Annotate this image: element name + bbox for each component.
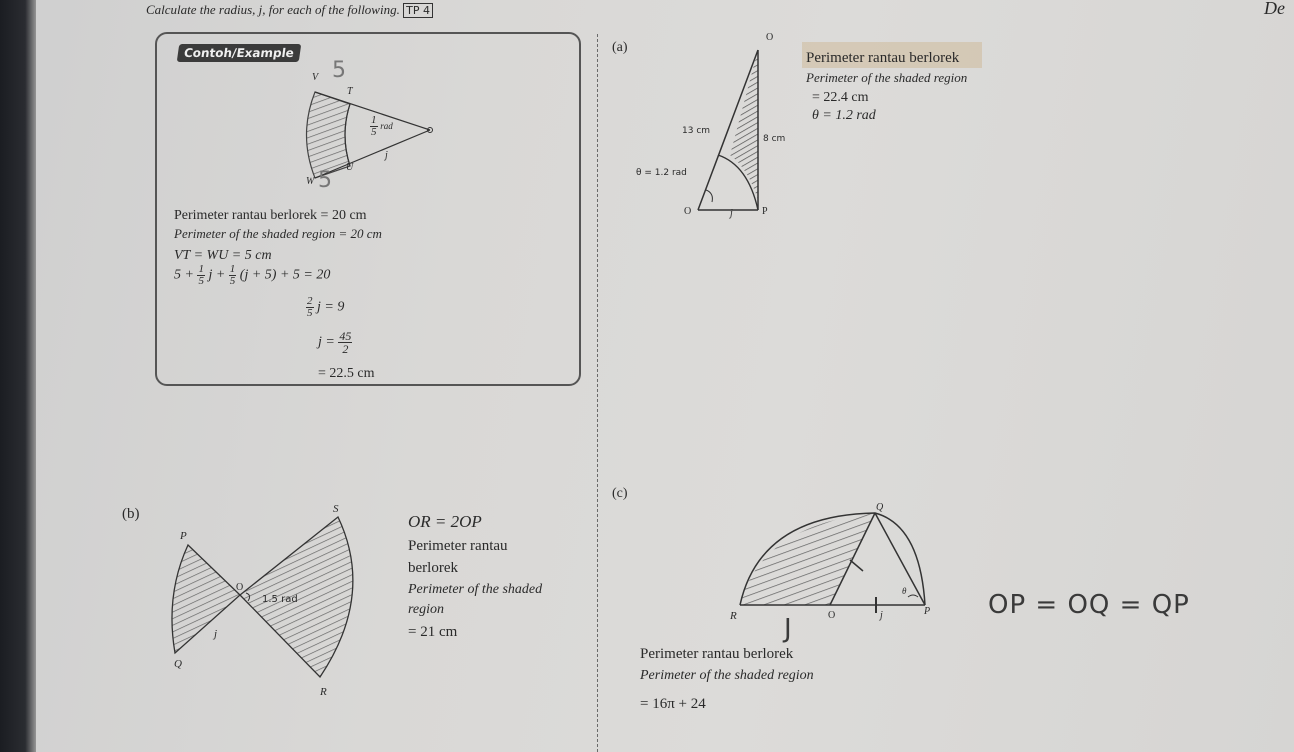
part-c-diagram	[730, 505, 950, 615]
line4-c: (j + 5) + 5 = 20	[239, 267, 331, 283]
hand-5-bottom: 5	[318, 168, 332, 193]
part-b-label: (b)	[122, 506, 140, 522]
part-c-perimeter-en: Perimeter of the shaded region	[640, 668, 814, 683]
part-c-label-j: j	[880, 610, 883, 621]
part-b-label-r: R	[320, 686, 327, 698]
part-c-perimeter-ms: Perimeter rantau berlorek	[640, 646, 794, 662]
label-w: W	[306, 176, 315, 187]
line4-frac-den: 5	[198, 275, 204, 287]
part-a-label-8: 8 cm	[763, 134, 786, 144]
part-c-label-o: O	[828, 610, 836, 621]
instruction-line	[146, 2, 433, 18]
line4-b: j +	[208, 267, 226, 283]
part-c-value: = 16π + 24	[640, 696, 706, 712]
example-line-5	[306, 296, 344, 319]
tp-badge: TP 4	[403, 3, 433, 18]
corner-text: De	[1264, 0, 1285, 18]
part-c-handwritten-eq: OP = OQ = QP	[988, 590, 1190, 620]
part-c-label: (c)	[612, 486, 628, 501]
part-b-perimeter-ms-1: Perimeter rantau	[408, 538, 508, 554]
example-line-3: VT = WU = 5 cm	[174, 248, 272, 263]
example-line-6	[318, 330, 352, 355]
line4-frac2-num: 1	[229, 263, 236, 275]
part-a-label-j: j	[730, 208, 733, 219]
part-b-perimeter-en-1: Perimeter of the shaded	[408, 582, 543, 597]
part-a-theta: θ = 1.2 rad	[812, 108, 876, 123]
example-line-2: Perimeter of the shaded region = 20 cm	[174, 226, 382, 241]
label-v: V	[312, 72, 319, 83]
line5-frac-num: 2	[307, 295, 313, 307]
part-a-perimeter-en: Perimeter of the shaded region	[806, 70, 968, 85]
part-b-perimeter-en-2: region	[408, 602, 445, 617]
line4-frac-num: 1	[198, 263, 204, 275]
label-t: T	[347, 86, 353, 97]
part-a-label-o-bottom: O	[684, 206, 692, 217]
line6-den: 2	[342, 342, 349, 356]
example-tag: Contoh/Example	[177, 44, 301, 62]
part-a-label-o-top: O	[766, 32, 774, 43]
part-c-label-r: R	[730, 610, 737, 622]
angle-den: 5	[371, 126, 377, 138]
line5-frac-den: 5	[307, 307, 313, 319]
line6-num: 45	[339, 329, 352, 343]
line4-frac2-den: 5	[229, 275, 236, 287]
part-b-value: = 21 cm	[408, 624, 458, 640]
part-c-label-p: P	[924, 606, 931, 617]
page-edge-shadow	[0, 0, 36, 752]
part-a-value: = 22.4 cm	[812, 90, 869, 105]
part-b-label-q: Q	[174, 658, 182, 670]
part-a-label: (a)	[612, 40, 628, 55]
part-a-perimeter-ms: Perimeter rantau berlorek	[806, 50, 960, 66]
column-divider	[597, 34, 598, 752]
line6-a: j =	[318, 334, 335, 350]
example-line-7: = 22.5 cm	[318, 366, 375, 381]
part-a-label-13: 13 cm	[682, 126, 711, 136]
part-b-label-o: O	[236, 582, 244, 593]
instruction-text: Calculate the radius, j, for each of the following.	[146, 2, 400, 17]
label-j: j	[385, 150, 388, 161]
part-b-label-s: S	[333, 503, 339, 515]
example-line-4	[174, 264, 330, 287]
label-u: U	[346, 162, 354, 173]
part-c-label-q: Q	[876, 502, 884, 513]
part-b-label-j: j	[214, 628, 218, 640]
part-c-label-theta: θ	[902, 586, 907, 596]
line5-b: j = 9	[317, 299, 345, 315]
hand-5-top: 5	[332, 58, 346, 83]
part-c-handwritten-j: J	[784, 614, 792, 644]
part-b-perimeter-ms-2: berlorek	[408, 560, 458, 576]
part-b-label-p: P	[180, 530, 187, 542]
part-b-label-angle: 1.5 rad	[262, 594, 298, 605]
example-line-1: Perimeter rantau berlorek = 20 cm	[174, 208, 367, 223]
part-b-or-eq: OR = 2OP	[408, 512, 482, 531]
angle-num: 1	[371, 114, 377, 126]
angle-unit: rad	[380, 121, 393, 132]
line4-a: 5 +	[174, 267, 194, 283]
angle-label	[370, 115, 393, 138]
part-a-label-theta: θ = 1.2 rad	[636, 168, 687, 178]
part-a-label-p: P	[762, 206, 768, 217]
